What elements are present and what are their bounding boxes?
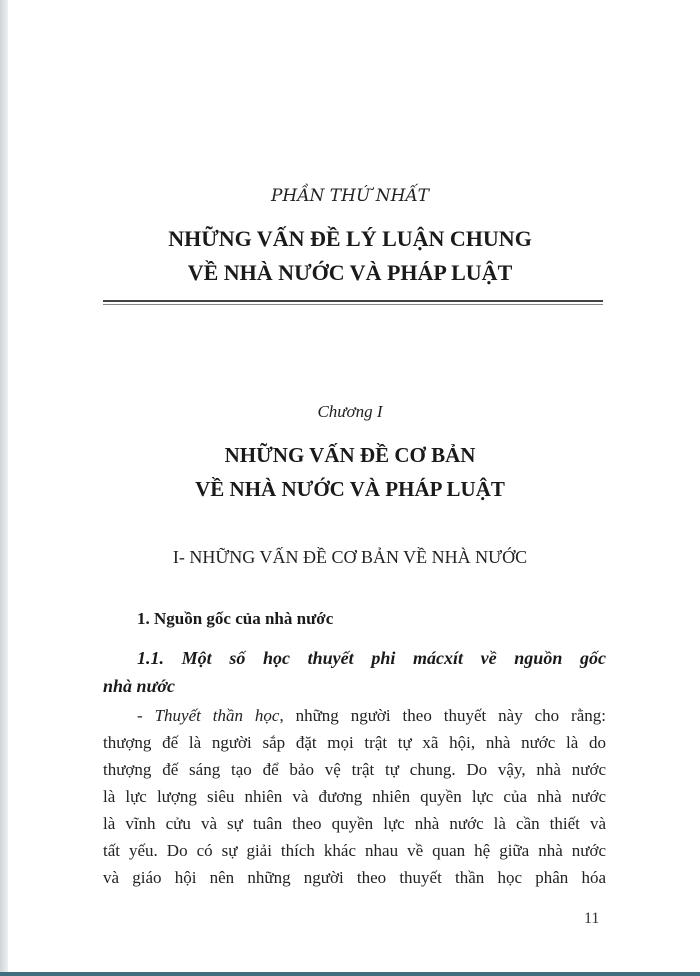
paragraph-line-2: thượng đế là người sắp đặt mọi trật tự xã hội, nhà nước là do	[103, 733, 606, 752]
subsubsection-heading	[103, 644, 606, 700]
part-label: PHẦN THỨ NHẤT	[270, 186, 430, 206]
divider-thin	[103, 304, 603, 305]
part-title-line-1: NHỮNG VẤN ĐỀ LÝ LUẬN CHUNG	[168, 226, 532, 251]
divider-thick	[103, 300, 603, 302]
lead-term: Thuyết thần học	[154, 706, 280, 725]
chapter-title-line-2: VỀ NHÀ NƯỚC VÀ PHÁP LUẬT	[195, 477, 505, 501]
page-bottom-edge	[0, 972, 700, 976]
body-paragraph	[103, 702, 606, 891]
paragraph-line-1	[103, 702, 606, 729]
chapter-title-line-1: NHỮNG VẤN ĐỀ CƠ BẢN	[224, 443, 476, 467]
subsubsection-heading-line-2: nhà nước	[103, 676, 175, 696]
paragraph-line-5: là vĩnh cửu và sự tuân theo quyền lực nhà nước là cần thiết và	[103, 814, 606, 833]
section-title: I- NHỮNG VẤN ĐỀ CƠ BẢN VỀ NHÀ NƯỚC	[172, 547, 528, 567]
line-1-rest: , những người theo thuyết này cho rằng:	[279, 706, 606, 725]
paragraph-line-4: là lực lượng siêu nhiên và đương nhiên quyền lực của nhà nước	[103, 787, 606, 806]
page-number: 11	[584, 910, 600, 927]
chapter-label: Chương I	[317, 402, 383, 421]
paragraph-line-6: tất yếu. Do có sự giải thích khác nhau về quan hệ giữa nhà nước	[103, 841, 606, 860]
part-title-line-2: VỀ NHÀ NƯỚC VÀ PHÁP LUẬT	[187, 260, 513, 285]
lead-dash: -	[137, 706, 155, 725]
subsection-heading: 1. Nguồn gốc của nhà nước	[137, 609, 334, 628]
paragraph-line-7: và giáo hội nên những người theo thuyết thần học phân hóa	[103, 868, 606, 887]
part-title	[0, 222, 700, 290]
chapter-title	[0, 438, 700, 506]
paragraph-line-3: thượng đế sáng tạo để bảo vệ trật tự chung. Do vậy, nhà nước	[103, 760, 606, 779]
subsubsection-heading-line-1: 1.1. Một số học thuyết phi mácxít về nguồn gốc	[137, 648, 606, 668]
